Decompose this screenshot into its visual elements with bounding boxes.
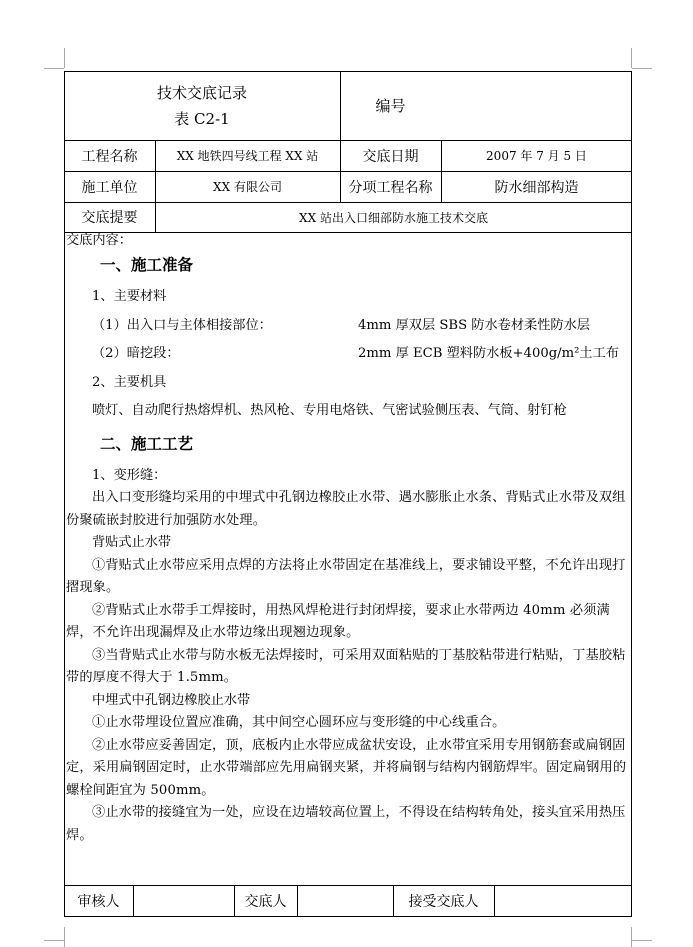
crop-mark-top-left-h <box>44 68 64 69</box>
content-label: 交底内容： <box>66 233 132 248</box>
disclosure-content <box>66 232 628 847</box>
tools-list: 喷灯、自动爬行热熔焊机、热风枪、专用电烙铁、气密试验侧压表、气筒、射钉枪 <box>92 403 567 418</box>
reviewer-value <box>133 885 234 917</box>
material-row-2 <box>66 343 628 366</box>
crop-mark-bottom-left-h <box>44 940 64 941</box>
section-heading-preparation: 一、施工准备 <box>100 255 194 274</box>
back-stop-heading: 背贴式止水带 <box>92 535 172 550</box>
deformation-joint-heading: 1、变形缝： <box>92 467 167 483</box>
reviewer-label: 审核人 <box>77 894 120 910</box>
material-1-spec: 4mm 厚双层 SBS 防水卷材柔性防水层 <box>358 317 590 333</box>
summary-label: 交底提要 <box>81 210 138 226</box>
crop-mark-top-right-h <box>632 68 652 69</box>
material-2-spec: 2mm 厚 ECB 塑料防水板+400g/m²土工布 <box>358 346 619 361</box>
crop-mark-bottom-right-v <box>631 927 632 947</box>
material-row-1 <box>66 315 628 338</box>
number-label: 编号 <box>375 97 406 115</box>
crop-mark-bottom-left-v <box>64 927 65 947</box>
crop-mark-bottom-right-h <box>632 940 652 941</box>
discloser-value <box>297 885 393 917</box>
material-1-location: （1）出入口与主体相接部位： <box>92 317 272 333</box>
back-stop-item-3: ③当背贴式止水带与防水板无法焊接时，可采用双面粘贴的丁基胶粘带进行粘贴，丁基胶粘带的厚度不得大于 1.5mm。 <box>66 647 626 685</box>
number-value <box>441 71 632 140</box>
deformation-joint-intro: 出入口变形缝均采用的中埋式中孔钢边橡胶止水带、遇水膨胀止水条、背贴式止水带及双组份聚硫嵌封胶进行加强防水处理。 <box>66 490 626 528</box>
tools-heading: 2、主要机具 <box>92 374 167 390</box>
project-name-value: XX 地铁四号线工程 XX 站 <box>176 149 319 163</box>
form-title-main: 技术交底记录 <box>156 83 247 102</box>
sub-project-value: 防水细部构造 <box>494 179 579 196</box>
mid-stop-heading: 中埋式中孔钢边橡胶止水带 <box>92 692 251 708</box>
discloser-label: 交底人 <box>244 894 287 910</box>
section-heading-process: 二、施工工艺 <box>100 433 194 453</box>
construction-unit-label: 施工单位 <box>81 179 138 196</box>
back-stop-item-1: ①背贴式止水带应采用点焊的方法将止水带固定在基准线上，要求铺设平整，不允许出现打摺现象。 <box>66 557 626 595</box>
project-name-label: 工程名称 <box>81 148 138 165</box>
mid-stop-item-2: ②止水带应妥善固定，顶，底板内止水带应成盆状安设，止水带宜采用专用钢筋套或扁钢固定，采用扁钢固定时，止水带端部应先用扁钢夹紧，并将扁钢与结构内钢筋焊牢。固定扁钢用的螺栓间距宜为 500mm。 <box>66 737 627 798</box>
construction-unit-value: XX 有限公司 <box>213 180 282 194</box>
material-2-location: （2）暗挖段： <box>92 346 180 361</box>
receiver-value <box>494 885 632 917</box>
receiver-label: 接受交底人 <box>408 894 479 910</box>
disclosure-date-label: 交底日期 <box>362 148 419 165</box>
crop-mark-top-left-v <box>64 48 65 68</box>
summary-value: XX 站出入口细部防水施工技术交底 <box>299 210 488 225</box>
form-title-code: 表 C2-1 <box>174 109 230 128</box>
crop-mark-top-right-v <box>631 48 632 68</box>
back-stop-item-2: ②背贴式止水带手工焊接时，用热风焊枪进行封闭焊接，要求止水带两边 40mm 必须满焊，不允许出现漏焊及止水带边缘出现翘边现象。 <box>66 602 610 640</box>
mid-stop-item-3: ③止水带的接缝宜为一处，应设在边墙较高位置上，不得设在结构转角处，接头宜采用热压焊。 <box>66 805 626 843</box>
form-title <box>64 71 340 140</box>
mid-stop-item-1: ①止水带埋设位置应准确，其中间空心圆环应与变形缝的中心线重合。 <box>92 715 506 730</box>
sub-project-label: 分项工程名称 <box>348 179 433 196</box>
materials-heading: 1、主要材料 <box>92 289 167 304</box>
disclosure-date-value: 2007 年 7 月 5 日 <box>486 149 587 163</box>
